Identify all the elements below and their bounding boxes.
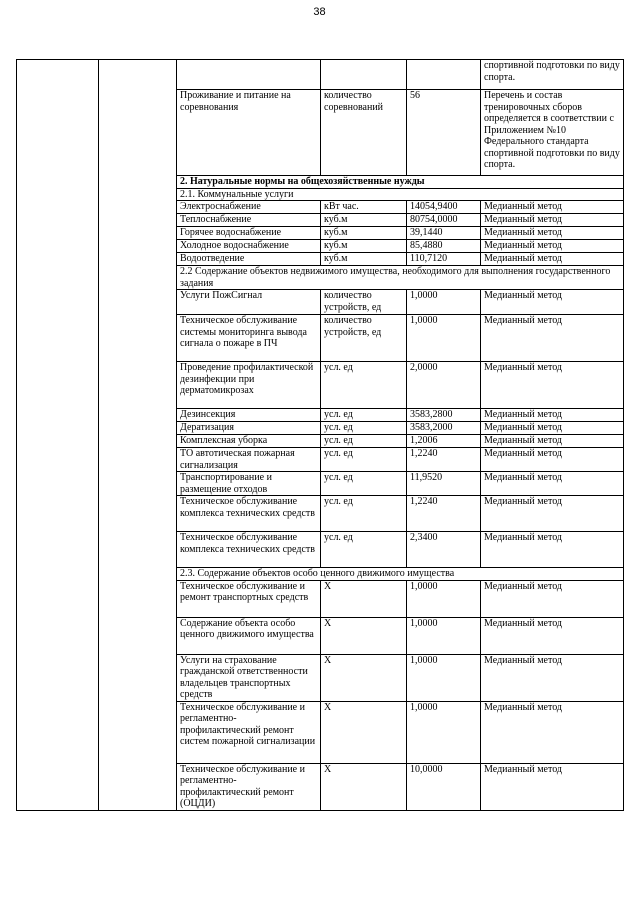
item-name: Техническое обслуживание и регламентно-профилактический ремонт систем пожарной сигнализации xyxy=(177,701,321,763)
item-name: Комплексная уборка xyxy=(177,435,321,448)
item-method: Медианный метод xyxy=(481,580,624,617)
item-value: 1,0000 xyxy=(407,315,481,362)
item-value: 10,0000 xyxy=(407,763,481,810)
item-unit: Х xyxy=(321,617,407,654)
item-value: 1,2240 xyxy=(407,448,481,472)
item-note: Перечень и состав тренировочных сборов определяется в соответствии с Приложением №10 Федерального стандарта спортивной подготовки по виду спорта. xyxy=(481,90,624,176)
item-name: Услуги ПожСигнал xyxy=(177,290,321,315)
item-name: Проживание и питание на соревнования xyxy=(177,90,321,176)
item-value: 39,1440 xyxy=(407,227,481,240)
item-method: Медианный метод xyxy=(481,763,624,810)
item-name: Теплоснабжение xyxy=(177,214,321,227)
item-value: 85,4880 xyxy=(407,240,481,253)
item-method: Медианный метод xyxy=(481,422,624,435)
item-method: Медианный метод xyxy=(481,617,624,654)
item-method: Медианный метод xyxy=(481,409,624,422)
item-unit: усл. ед xyxy=(321,496,407,532)
item-method: Медианный метод xyxy=(481,448,624,472)
item-name: Услуги на страхование гражданской ответственности владельцев транспортных средств xyxy=(177,654,321,701)
item-unit: усл. ед xyxy=(321,472,407,496)
item-value: 1,0000 xyxy=(407,701,481,763)
item-unit xyxy=(321,60,407,90)
item-name: Проведение профилактической дезинфекции при дерматомикрозах xyxy=(177,362,321,409)
item-value: 3583,2800 xyxy=(407,409,481,422)
item-value: 14054,9400 xyxy=(407,201,481,214)
item-name: Транспортирование и размещение отходов xyxy=(177,472,321,496)
item-unit: количество устройств, ед xyxy=(321,290,407,315)
item-unit: куб.м xyxy=(321,227,407,240)
item-unit: количество соревнований xyxy=(321,90,407,176)
item-unit: кВт час. xyxy=(321,201,407,214)
item-unit: усл. ед xyxy=(321,422,407,435)
item-name: Электроснабжение xyxy=(177,201,321,214)
item-value: 80754,0000 xyxy=(407,214,481,227)
item-note: спортивной подготовки по виду спорта. xyxy=(481,60,624,90)
item-value: 3583,2000 xyxy=(407,422,481,435)
item-value: 110,7120 xyxy=(407,253,481,266)
item-value: 2,3400 xyxy=(407,532,481,568)
item-unit: Х xyxy=(321,701,407,763)
item-name: ТО автотическая пожарная сигнализация xyxy=(177,448,321,472)
item-method: Медианный метод xyxy=(481,654,624,701)
item-name: Техническое обслуживание комплекса технических средств xyxy=(177,496,321,532)
item-unit: куб.м xyxy=(321,214,407,227)
norms-table xyxy=(16,59,624,811)
item-method: Медианный метод xyxy=(481,253,624,266)
item-value: 1,0000 xyxy=(407,617,481,654)
item-unit: куб.м xyxy=(321,253,407,266)
item-name: Водоотведение xyxy=(177,253,321,266)
item-value: 1,0000 xyxy=(407,290,481,315)
subsection-title: 2.3. Содержание объектов особо ценного движимого имущества xyxy=(177,568,624,581)
item-name: Содержание объекта особо ценного движимого имущества xyxy=(177,617,321,654)
item-name: Техническое обслуживание комплекса технических средств xyxy=(177,532,321,568)
item-method: Медианный метод xyxy=(481,701,624,763)
left-column-cell xyxy=(17,60,99,811)
item-method: Медианный метод xyxy=(481,227,624,240)
item-name: Дератизация xyxy=(177,422,321,435)
item-name xyxy=(177,60,321,90)
item-method: Медианный метод xyxy=(481,435,624,448)
table-row xyxy=(17,60,624,90)
item-method: Медианный метод xyxy=(481,532,624,568)
item-name: Техническое обслуживание системы мониторинга вывода сигнала о пожаре в ПЧ xyxy=(177,315,321,362)
second-column-cell xyxy=(99,60,177,811)
item-name: Горячее водоснабжение xyxy=(177,227,321,240)
item-method: Медианный метод xyxy=(481,214,624,227)
item-unit: куб.м xyxy=(321,240,407,253)
item-method: Медианный метод xyxy=(481,496,624,532)
page-number: 38 xyxy=(313,6,326,18)
item-value: 1,2240 xyxy=(407,496,481,532)
section-title: 2. Натуральные нормы на общехозяйственные нужды xyxy=(177,176,624,189)
item-value: 11,9520 xyxy=(407,472,481,496)
item-value xyxy=(407,60,481,90)
item-value: 2,0000 xyxy=(407,362,481,409)
item-name: Холодное водоснабжение xyxy=(177,240,321,253)
item-method: Медианный метод xyxy=(481,362,624,409)
item-unit: усл. ед xyxy=(321,532,407,568)
item-unit: усл. ед xyxy=(321,409,407,422)
item-method: Медианный метод xyxy=(481,472,624,496)
item-method: Медианный метод xyxy=(481,240,624,253)
item-method: Медианный метод xyxy=(481,290,624,315)
item-value: 1,2006 xyxy=(407,435,481,448)
item-unit: усл. ед xyxy=(321,435,407,448)
item-value: 56 xyxy=(407,90,481,176)
item-unit: Х xyxy=(321,580,407,617)
item-unit: усл. ед xyxy=(321,362,407,409)
item-name: Техническое обслуживание и регламентно-профилактический ремонт (ОЦДИ) xyxy=(177,763,321,810)
subsection-title: 2.1. Коммунальные услуги xyxy=(177,188,624,201)
item-unit: количество устройств, ед xyxy=(321,315,407,362)
item-unit: усл. ед xyxy=(321,448,407,472)
item-name: Дезинсекция xyxy=(177,409,321,422)
item-unit: Х xyxy=(321,763,407,810)
item-name: Техническое обслуживание и ремонт транспортных средств xyxy=(177,580,321,617)
item-value: 1,0000 xyxy=(407,580,481,617)
item-unit: Х xyxy=(321,654,407,701)
item-method: Медианный метод xyxy=(481,315,624,362)
item-value: 1,0000 xyxy=(407,654,481,701)
norms-table-body xyxy=(17,60,624,811)
subsection-title: 2.2 Содержание объектов недвижимого имущества, необходимого для выполнения государственного задания xyxy=(177,266,624,290)
item-method: Медианный метод xyxy=(481,201,624,214)
